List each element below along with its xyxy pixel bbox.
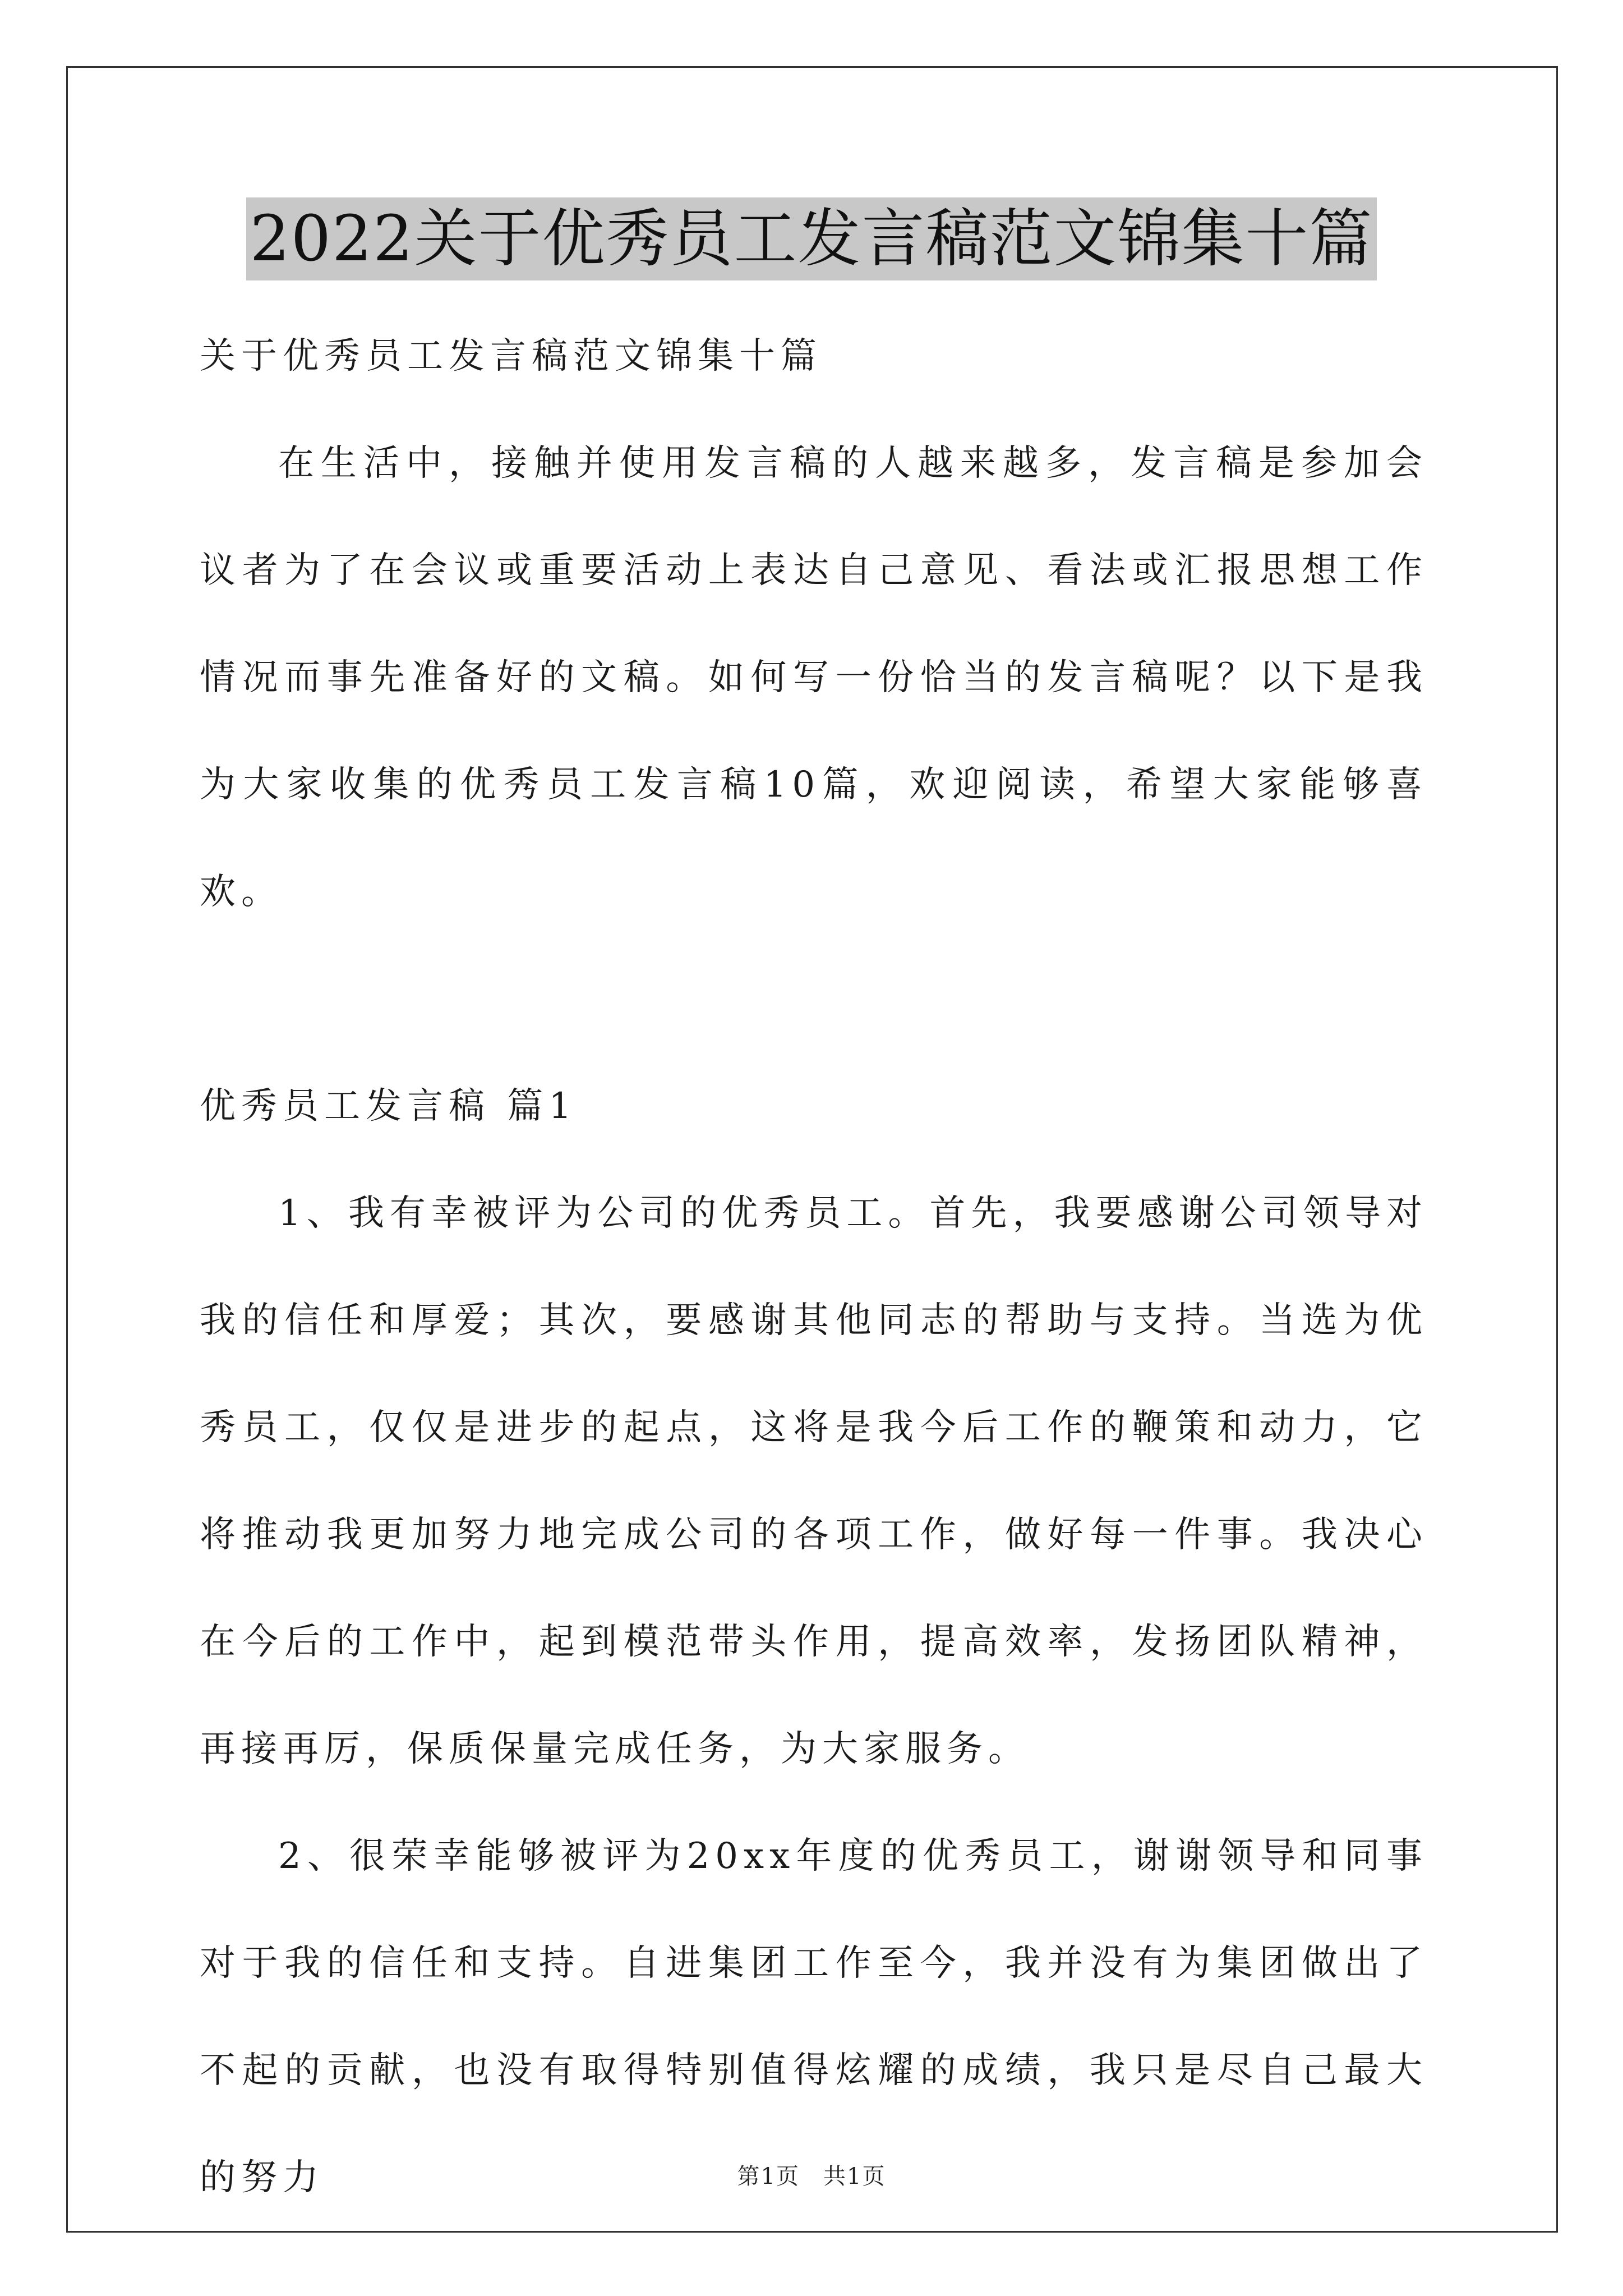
section-gap xyxy=(200,946,1428,1053)
section-heading: 优秀员工发言稿 篇1 xyxy=(200,1085,578,1127)
intro-paragraph: 在生活中，接触并使用发言稿的人越来越多，发言稿是参加会议者为了在会议或重要活动上表达自己意见、看法或汇报思想工作情况而事先准备好的文稿。如何写一份恰当的发言稿呢？以下是我为大家收集的优秀员工发言稿10篇，欢迎阅读，希望大家能够喜欢。 xyxy=(200,443,1428,913)
document-body xyxy=(200,303,1428,2231)
document-title: 2022关于优秀员工发言稿范文锦集十篇 xyxy=(246,197,1376,280)
page-footer: 第1页 共1页 xyxy=(737,2164,886,2189)
body-paragraph-2: 2、很荣幸能够被评为20xx年度的优秀员工，谢谢领导和同事对于我的信任和支持。自进集团工作至今，我并没有为集团做出了不起的贡献，也没有取得特别值得炫耀的成绩，我只是尽自己最大的努力 xyxy=(200,1835,1428,2198)
body-paragraph-1: 1、我有幸被评为公司的优秀员工。首先，我要感谢公司领导对我的信任和厚爱；其次，要感谢其他同志的帮助与支持。当选为优秀员工，仅仅是进步的起点，这将是我今后工作的鞭策和动力，它将推动我更加努力地完成公司的各项工作，做好每一件事。我决心在今后的工作中，起到模范带头作用，提高效率，发扬团队精神，再接再厉，保质保量完成任务，为大家服务。 xyxy=(200,1193,1428,1770)
title-block xyxy=(0,197,1623,280)
document-subtitle: 关于优秀员工发言稿范文锦集十篇 xyxy=(200,335,822,377)
